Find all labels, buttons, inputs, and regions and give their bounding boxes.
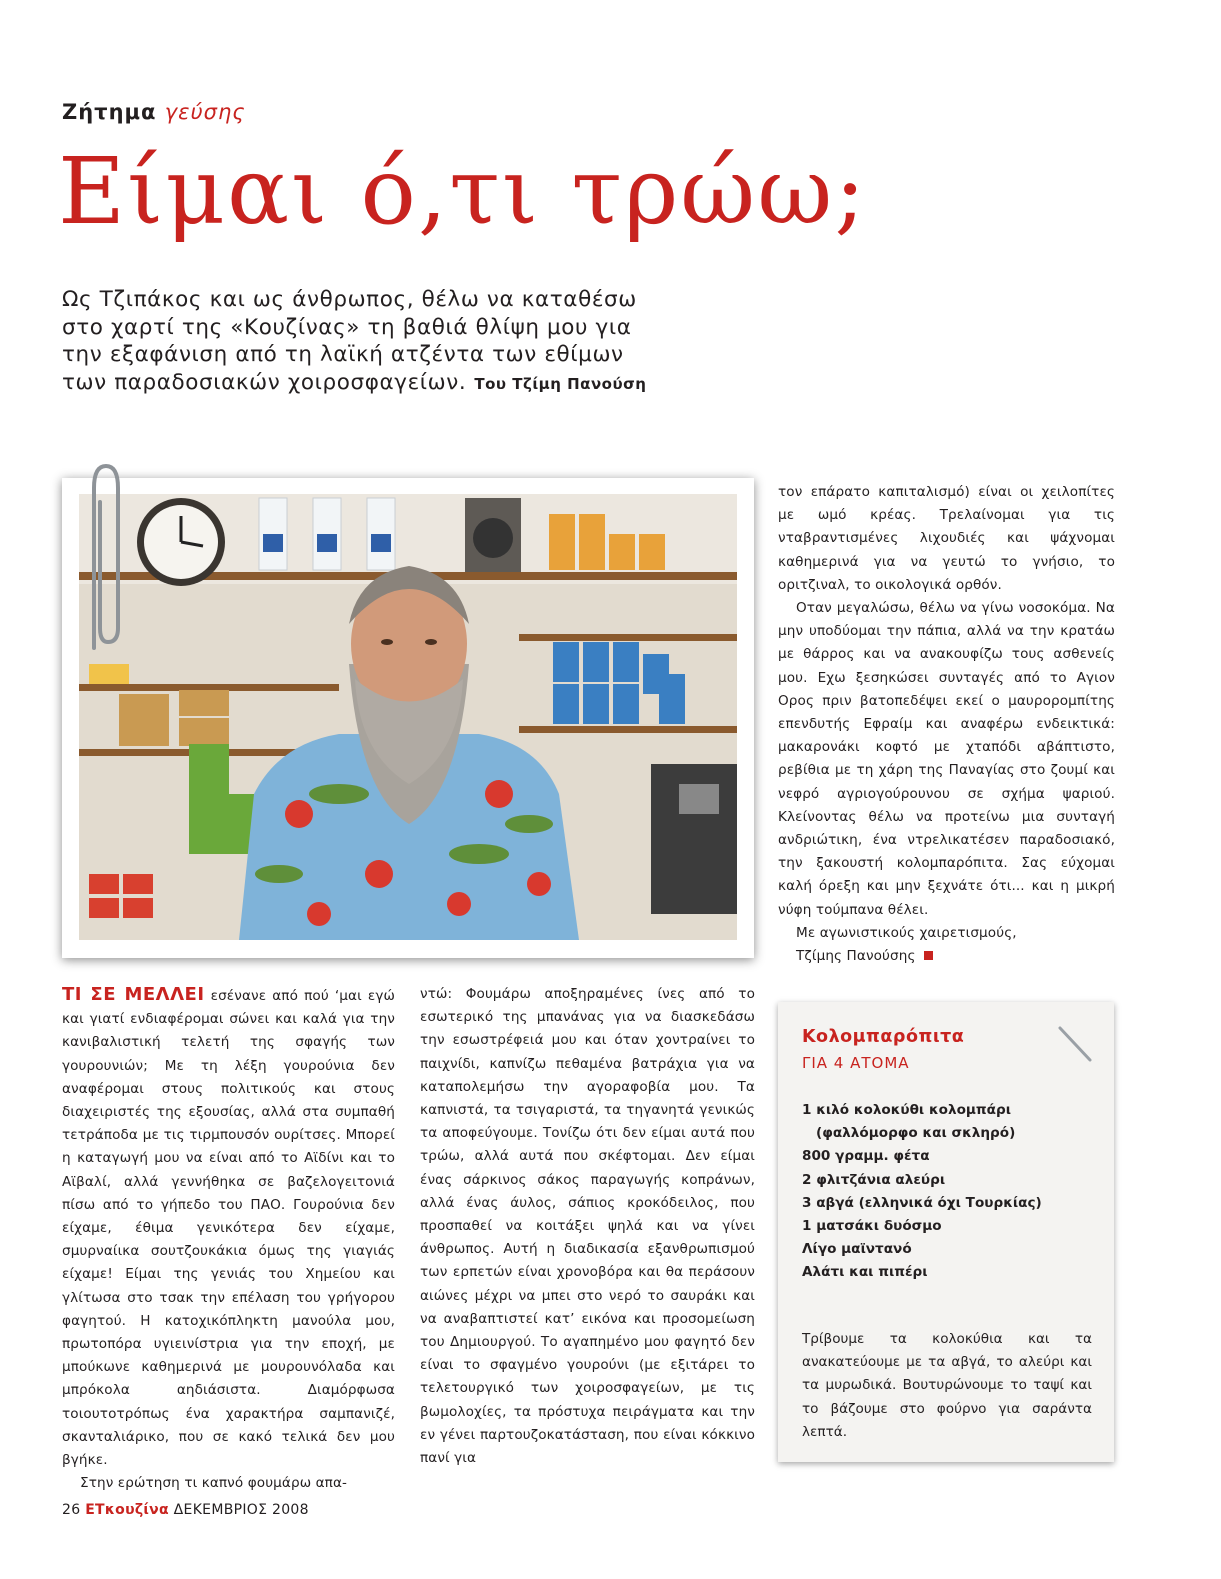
- lead-line: την εξαφάνιση από τη λαϊκή ατζέντα των εθίμων: [62, 342, 624, 367]
- page-footer: [62, 1502, 309, 1518]
- recipe-method: Τρίβουμε τα κολοκύθια και τα ανακατεύουμε με τα αβγά, το αλεύρι και τα μυρωδικά. Βουτυρώνουμε το ταψί και το βάζουμε στο φούρνο για σαράντα λεπτά.: [802, 1331, 1092, 1440]
- paragraph: ντώ: Φουμάρω αποξηραμένες ίνες από το εσωτερικό της μπανάνας για να διασκεδάσω την εσωστρέφειά μου και όταν χοντραίνει το παιχνίδι, καπνίζω πεθαμένα βατράχια για να καταπολεμήσω την αγοραφοβία μου. Τα καπνιστά, τα τσιγαριστά, τα τηγανητά γενικώς τα αποφεύγουμε. Τονίζω ότι δεν είμαι αυτά που τρώω, αλλά αυτά που σκέφτομαι. Δεν είμαι ένας σάρκινος σάκος παραγωγής κοπράνων, αλλά ένας άυλος, σάπιος κροκόδειλος, που προσπαθεί να κοιτάξει ψηλά και να γίνει άνθρωπος. Αυτή η διαδικασία εξανθρωπισμού των ερπετών είναι χρονοβόρα και θα περάσουν αιώνες μέχρι να μπει στο νερό το σαυράκι και να αναβαπτιστεί κατ’ εικόνα και προσομείωση του Δημιουργού. Το αγαπημένο μου φαγητό δεν είναι το σφαγμένο γουρούνι (με εξιτάρει το τελετουργικό των χοιροσφαγείων, με τις βωμολοχίες, τα πρόστυχα πειράγματα και την εν γένει παρτουζοκατάσταση, που είναι κόκκινο πανί για: [420, 986, 755, 1467]
- ingredient-item: 3 αβγά (ελληνικά όχι Τουρκίας): [802, 1194, 1042, 1211]
- paper-clip-icon: [82, 458, 128, 658]
- paragraph: Με αγωνιστικούς χαιρετισμούς,: [796, 924, 1017, 941]
- paragraph-text: εσένανε από πού ‘μαι εγώ και γιατί ενδιαφέρομαι σώνει και καλά για την κανιβαλιστική τελετή της σφαγής των γουρουνιών; Με τη λέξη γουρούνια δεν αναφέρομαι στους πολιτικούς και στους διαχειριστές της εξουσίας, αλλά στα συμπαθή τετράποδα με τις τιρμπουσόν ουρίτσες. Μπορεί η καταγωγή μου να είναι από το Αϊδίνι και το Αϊβαλί, αλλά γεννήθηκα σε βαζελογειτονιά πίσω από το γήπεδο του ΠΑΟ. Γουρούνια δεν είχαμε, έθιμα γενικότερα δεν είχαμε, σμυρναίικα σουτζουκάκια όμως της γιαγιάς είχαμε! Είμαι της γενιάς του Χημείου και γλίτωσα στο τσακ την επέλαση του γρήγορου φαγητού. Η κατοχικόπληκτη μανούλα μου, πρωτοπόρα υγιεινίστρια για την εποχή, με μπούκωνε καθημερινά με μουρουνόλαδα και μπρόκολα αηδιάσιστα. Διαμόρφωσα τοιουτοτρόπως ένα χαρακτήρα σαμπανιζέ, σκανταλιάρικο, που σε κακό τελικά δεν μου βγήκε.: [62, 988, 395, 1469]
- paragraph: τον επάρατο καπιταλισμό) είναι οι χειλοπίτες με ωμό κρέας. Τρελαίνομαι για τις νταβραντισμένες λιχουδιές και ψάχνομαι καθημερινά για να γευτώ το γνήσιο, το οριτζιναλ, το οικολογικά ορθόν.: [778, 484, 1115, 593]
- paragraph: Στην ερώτηση τι καπνό φουμάρω απα-: [80, 1475, 348, 1492]
- paragraph: Οταν μεγαλώσω, θέλω να γίνω νοσοκόμα. Να μην υποδύομαι την πάπια, αλλά να την κρατάω με θάρρος και να ανακουφίζω τους ασθενείς μου. Εχω ξεσηκώσει συνταγές από το Αγιον Ορος πριν βατοπεδέψει εκεί ο μαυρορομπίτης επενδυτής Εφραίμ και αναφέρω ενδεικτικά: μακαρονάκι κοφτό με χταπόδι αβάπτιστο, ρεβίθια με τη χάρη της Παναγίας στο ζουμί και νεφρό αγριογούρουνου σε σχήμα ψαριού. Κλείνοντας θέλω να προτείνω μια συνταγή ανδριώτικη, ένα ντρελικατέσεν παραδοσιακό, την ξακουστή κολομπαρόπιτα. Σας εύχομαι καλή όρεξη και μην ξεχνάτε ότι... και η μικρή νύφη τούμπανα θέλει.: [778, 600, 1115, 918]
- author-signature: Τζίμης Πανούσης: [796, 948, 916, 965]
- lead-paragraph: [62, 286, 702, 398]
- page-number: 26: [62, 1502, 81, 1518]
- ingredient-item: 1 κιλό κολοκύθι κολομπάρι: [802, 1102, 1012, 1118]
- lead-line-last: [62, 369, 702, 399]
- portrait-illustration: [79, 494, 737, 940]
- recipe-box: [778, 1002, 1114, 1462]
- kicker-word-2: γεύσης: [164, 100, 246, 124]
- byline: Του Τζίμη Πανούση: [474, 374, 647, 393]
- article-column-right: [778, 481, 1115, 968]
- ingredient-item: Αλάτι και πιπέρι: [802, 1264, 928, 1281]
- issue-date: ΔΕΚΕΜΒΡΙΟΣ 2008: [173, 1502, 309, 1518]
- kicker-word-1: Ζήτημα: [62, 100, 157, 124]
- portrait-photo: [79, 494, 737, 940]
- signature-line: [778, 945, 1115, 968]
- recipe-servings: ΓΙΑ 4 ΑΤΟΜΑ: [802, 1054, 910, 1072]
- article-title: Είμαι ό,τι τρώω;: [58, 138, 868, 245]
- lead-line: Ως Τζιπάκος και ως άνθρωπος, θέλω να καταθέσω: [62, 287, 637, 312]
- photo-frame: [62, 478, 754, 958]
- article-column-left: [62, 983, 395, 1495]
- ingredient-item: (φαλλόμορφο και σκληρό): [816, 1125, 1016, 1142]
- pin-icon: [1056, 1024, 1096, 1068]
- lead-line: στο χαρτί της «Κουζίνας» τη βαθιά θλίψη μου για: [62, 314, 632, 340]
- magazine-prefix: ET: [85, 1502, 105, 1518]
- paragraph: [62, 983, 395, 1472]
- end-square-icon: [924, 951, 933, 960]
- recipe-title: Κολομπαρόπιτα: [802, 1027, 965, 1047]
- section-kicker: [62, 100, 246, 124]
- ingredient-item: Λίγο μαϊντανό: [802, 1241, 912, 1258]
- ingredient-item: 800 γραμμ. φέτα: [802, 1148, 930, 1165]
- opening-words: ΤΙ ΣΕ ΜΕΛΛΕΙ: [62, 984, 205, 1005]
- lead-line-text: των παραδοσιακών χοιροσφαγείων.: [62, 369, 467, 395]
- magazine-name: κουζίνα: [104, 1502, 169, 1518]
- ingredient-item: 1 ματσάκι δυόσμο: [802, 1218, 942, 1235]
- ingredient-item: 2 φλιτζάνια αλεύρι: [802, 1171, 946, 1188]
- article-column-middle: [420, 983, 755, 1470]
- ingredient-list: [802, 1099, 1102, 1285]
